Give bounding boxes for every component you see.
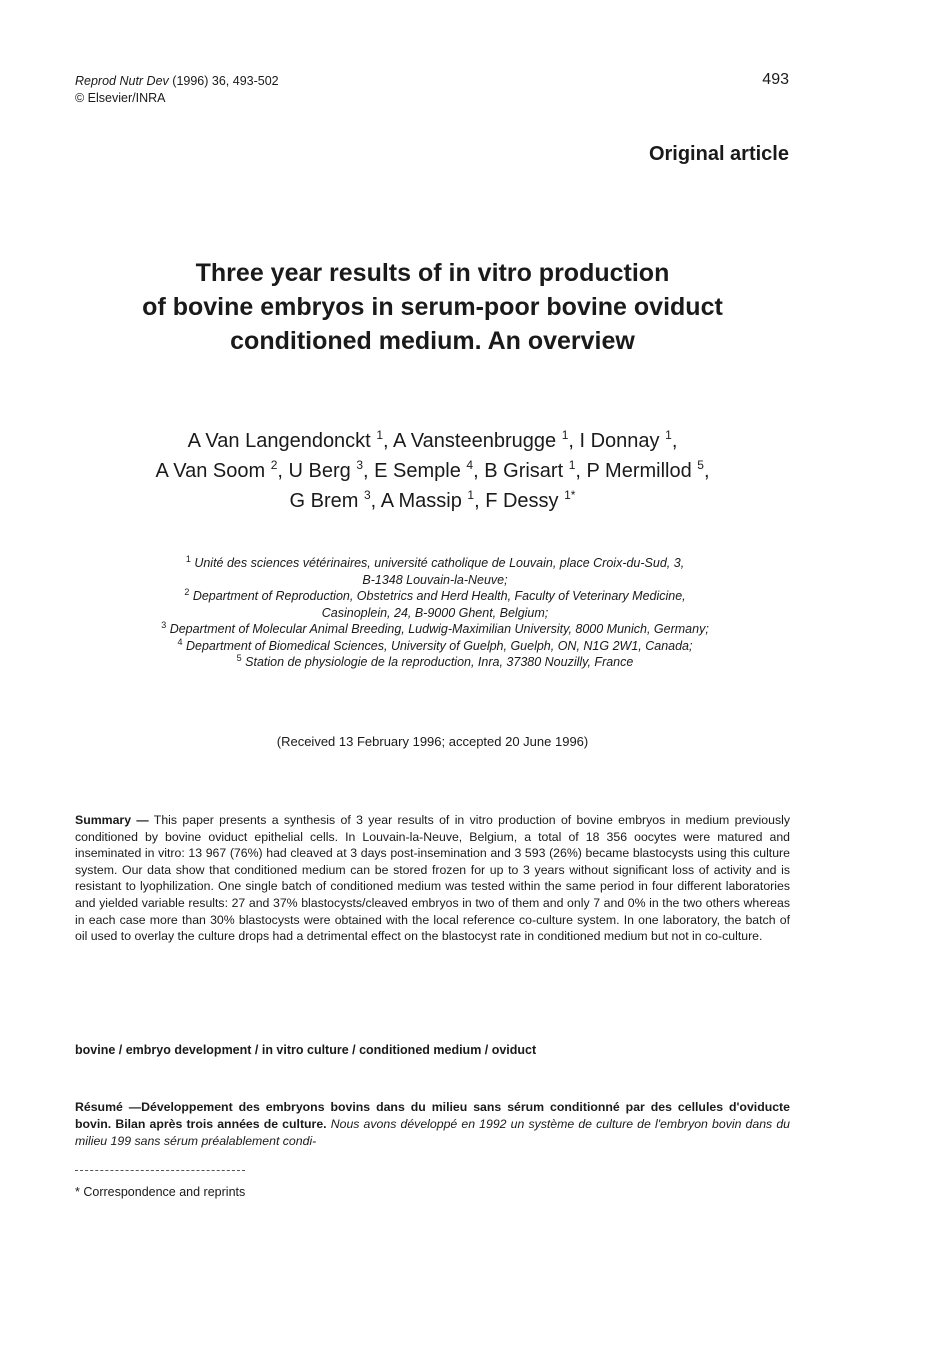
- page-number: 493: [762, 71, 789, 88]
- journal-header: [75, 73, 279, 107]
- author-separator: ,: [671, 430, 678, 452]
- author-list: [60, 426, 805, 516]
- affiliation-number: 2: [184, 587, 190, 597]
- author: I Donnay: [579, 430, 660, 452]
- affiliation-text: Department of Reproduction, Obstetrics and Herd Health, Faculty of Veterinary Medicine,: [192, 589, 686, 603]
- author-affiliation: 1: [561, 428, 569, 442]
- article-type: Original article: [648, 143, 789, 165]
- author-line-2: [60, 456, 805, 486]
- resume-lead: Résumé —Développement des embryons bovins dans du milieu sans sérum conditionné par des cellules d'oviducte bovin. Bilan après trois années de culture.: [75, 1100, 790, 1131]
- affiliation-number: 1: [185, 554, 191, 564]
- author: A Vansteenbrugge: [393, 430, 557, 452]
- summary-lead: Summary —: [75, 813, 149, 827]
- author-affiliation: 1: [467, 488, 475, 502]
- affiliation-3: [95, 621, 775, 638]
- author-line-1: [60, 426, 805, 456]
- title-line-3: conditioned medium. An overview: [230, 327, 635, 355]
- affiliation-2: [95, 588, 775, 605]
- journal-volume: (1996) 36, 493-502: [172, 74, 279, 88]
- author: P Mermillod: [586, 460, 692, 482]
- journal-name: Reprod Nutr Dev: [75, 74, 169, 88]
- author-separator: ,: [568, 430, 580, 452]
- author: A Van Langendonckt: [187, 430, 371, 452]
- affiliation-text: Unité des sciences vétérinaires, université catholique de Louvain, place Croix-du-Sud, 3,: [194, 556, 685, 570]
- author-affiliation: 2: [270, 458, 278, 472]
- affiliations: [95, 555, 775, 671]
- author: U Berg: [288, 460, 351, 482]
- author-separator: ,: [473, 460, 485, 482]
- author: B Grisart: [484, 460, 564, 482]
- author-affiliation: 1*: [564, 488, 576, 502]
- affiliation-1: [95, 555, 775, 572]
- affiliation-number: 3: [161, 620, 167, 630]
- author-separator: ,: [383, 430, 394, 452]
- received-dates: (Received 13 February 1996; accepted 20 June 1996): [276, 734, 589, 749]
- author: A Van Soom: [155, 460, 266, 482]
- footnote: * Correspondence and reprints: [75, 1185, 246, 1199]
- author: F Dessy: [485, 490, 559, 512]
- author: A Massip: [380, 490, 462, 512]
- footnote-divider: [75, 1170, 245, 1171]
- affiliation-1-cont: B-1348 Louvain-la-Neuve;: [362, 572, 508, 587]
- author-separator: ,: [575, 460, 587, 482]
- author-separator: ,: [277, 460, 289, 482]
- author-affiliation: 5: [697, 458, 704, 472]
- summary-text: This paper presents a synthesis of 3 year results of in vitro production of bovine embryos in medium previously conditioned by bovine oviduct epithelial cells. In Louvain-la-Neuve, Belgium, a total of 18 356 oocytes were matured and inseminated in vitro: 13 967 (76%) had cleaved at 3 days post-insemination and 3 593 (26%) became blastocysts using this culture system. Our data show that conditioned medium can be stored frozen for up to 3 years without significant loss of activity and is resistant to lyophilization. One single batch of conditioned medium was tested within the same period in four different laboratories and yielded variable results: 27 and 37% blastocysts/cleaved embryos in two of them and only 7 and 0% in the two others whereas in each case more than 30% blastocysts were obtained with the local reference co-culture system. In one laboratory, the batch of oil used to overlay the culture drops had a detrimental effect on the blastocyst rate in conditioned medium but not in co-culture.: [75, 813, 790, 944]
- affiliation-text: Department of Biomedical Sciences, University of Guelph, Guelph, ON, N1G 2W1, Canada;: [186, 638, 693, 653]
- summary-paragraph: [75, 812, 790, 945]
- journal-citation: [75, 73, 279, 90]
- resume-paragraph: [75, 1099, 790, 1150]
- affiliation-4: [95, 638, 775, 655]
- publisher: © Elsevier/INRA: [75, 91, 166, 105]
- author-separator: ,: [703, 460, 710, 482]
- keywords: bovine / embryo development / in vitro culture / conditioned medium / oviduct: [75, 1043, 537, 1057]
- resume-text: Nous avons développé en 1992 un système de culture de l'embryon bovin dans du milieu 199 sans sérum préalablement condi-: [75, 1117, 791, 1148]
- affiliation-number: 5: [236, 653, 242, 663]
- author-affiliation: 1: [665, 428, 672, 442]
- author-separator: ,: [370, 490, 381, 512]
- affiliation-number: 4: [177, 636, 183, 647]
- affiliation-text: Department of Molecular Animal Breeding, Ludwig-Maximilian University, 8000 Munich, Germany;: [169, 622, 709, 636]
- author-affiliation: 4: [466, 458, 474, 472]
- author-affiliation: 3: [356, 458, 364, 472]
- affiliation-text: Station de physiologie de la reproduction, Inra, 37380 Nouzilly, France: [245, 655, 634, 669]
- author-line-3: [60, 486, 805, 516]
- title-line-2: of bovine embryos in serum-poor bovine oviduct: [142, 293, 723, 321]
- author-affiliation: 1: [376, 428, 383, 442]
- author: E Semple: [374, 460, 461, 482]
- affiliation-2-cont: Casinoplein, 24, B-9000 Ghent, Belgium;: [321, 605, 549, 620]
- author: G Brem: [289, 490, 359, 512]
- affiliation-5: [95, 654, 775, 671]
- article-title: [80, 256, 785, 358]
- author-affiliation: 3: [363, 488, 371, 502]
- title-line-1: Three year results of in vitro production: [195, 259, 670, 287]
- author-separator: ,: [363, 460, 375, 482]
- author-separator: ,: [474, 490, 486, 512]
- author-affiliation: 1: [568, 458, 576, 472]
